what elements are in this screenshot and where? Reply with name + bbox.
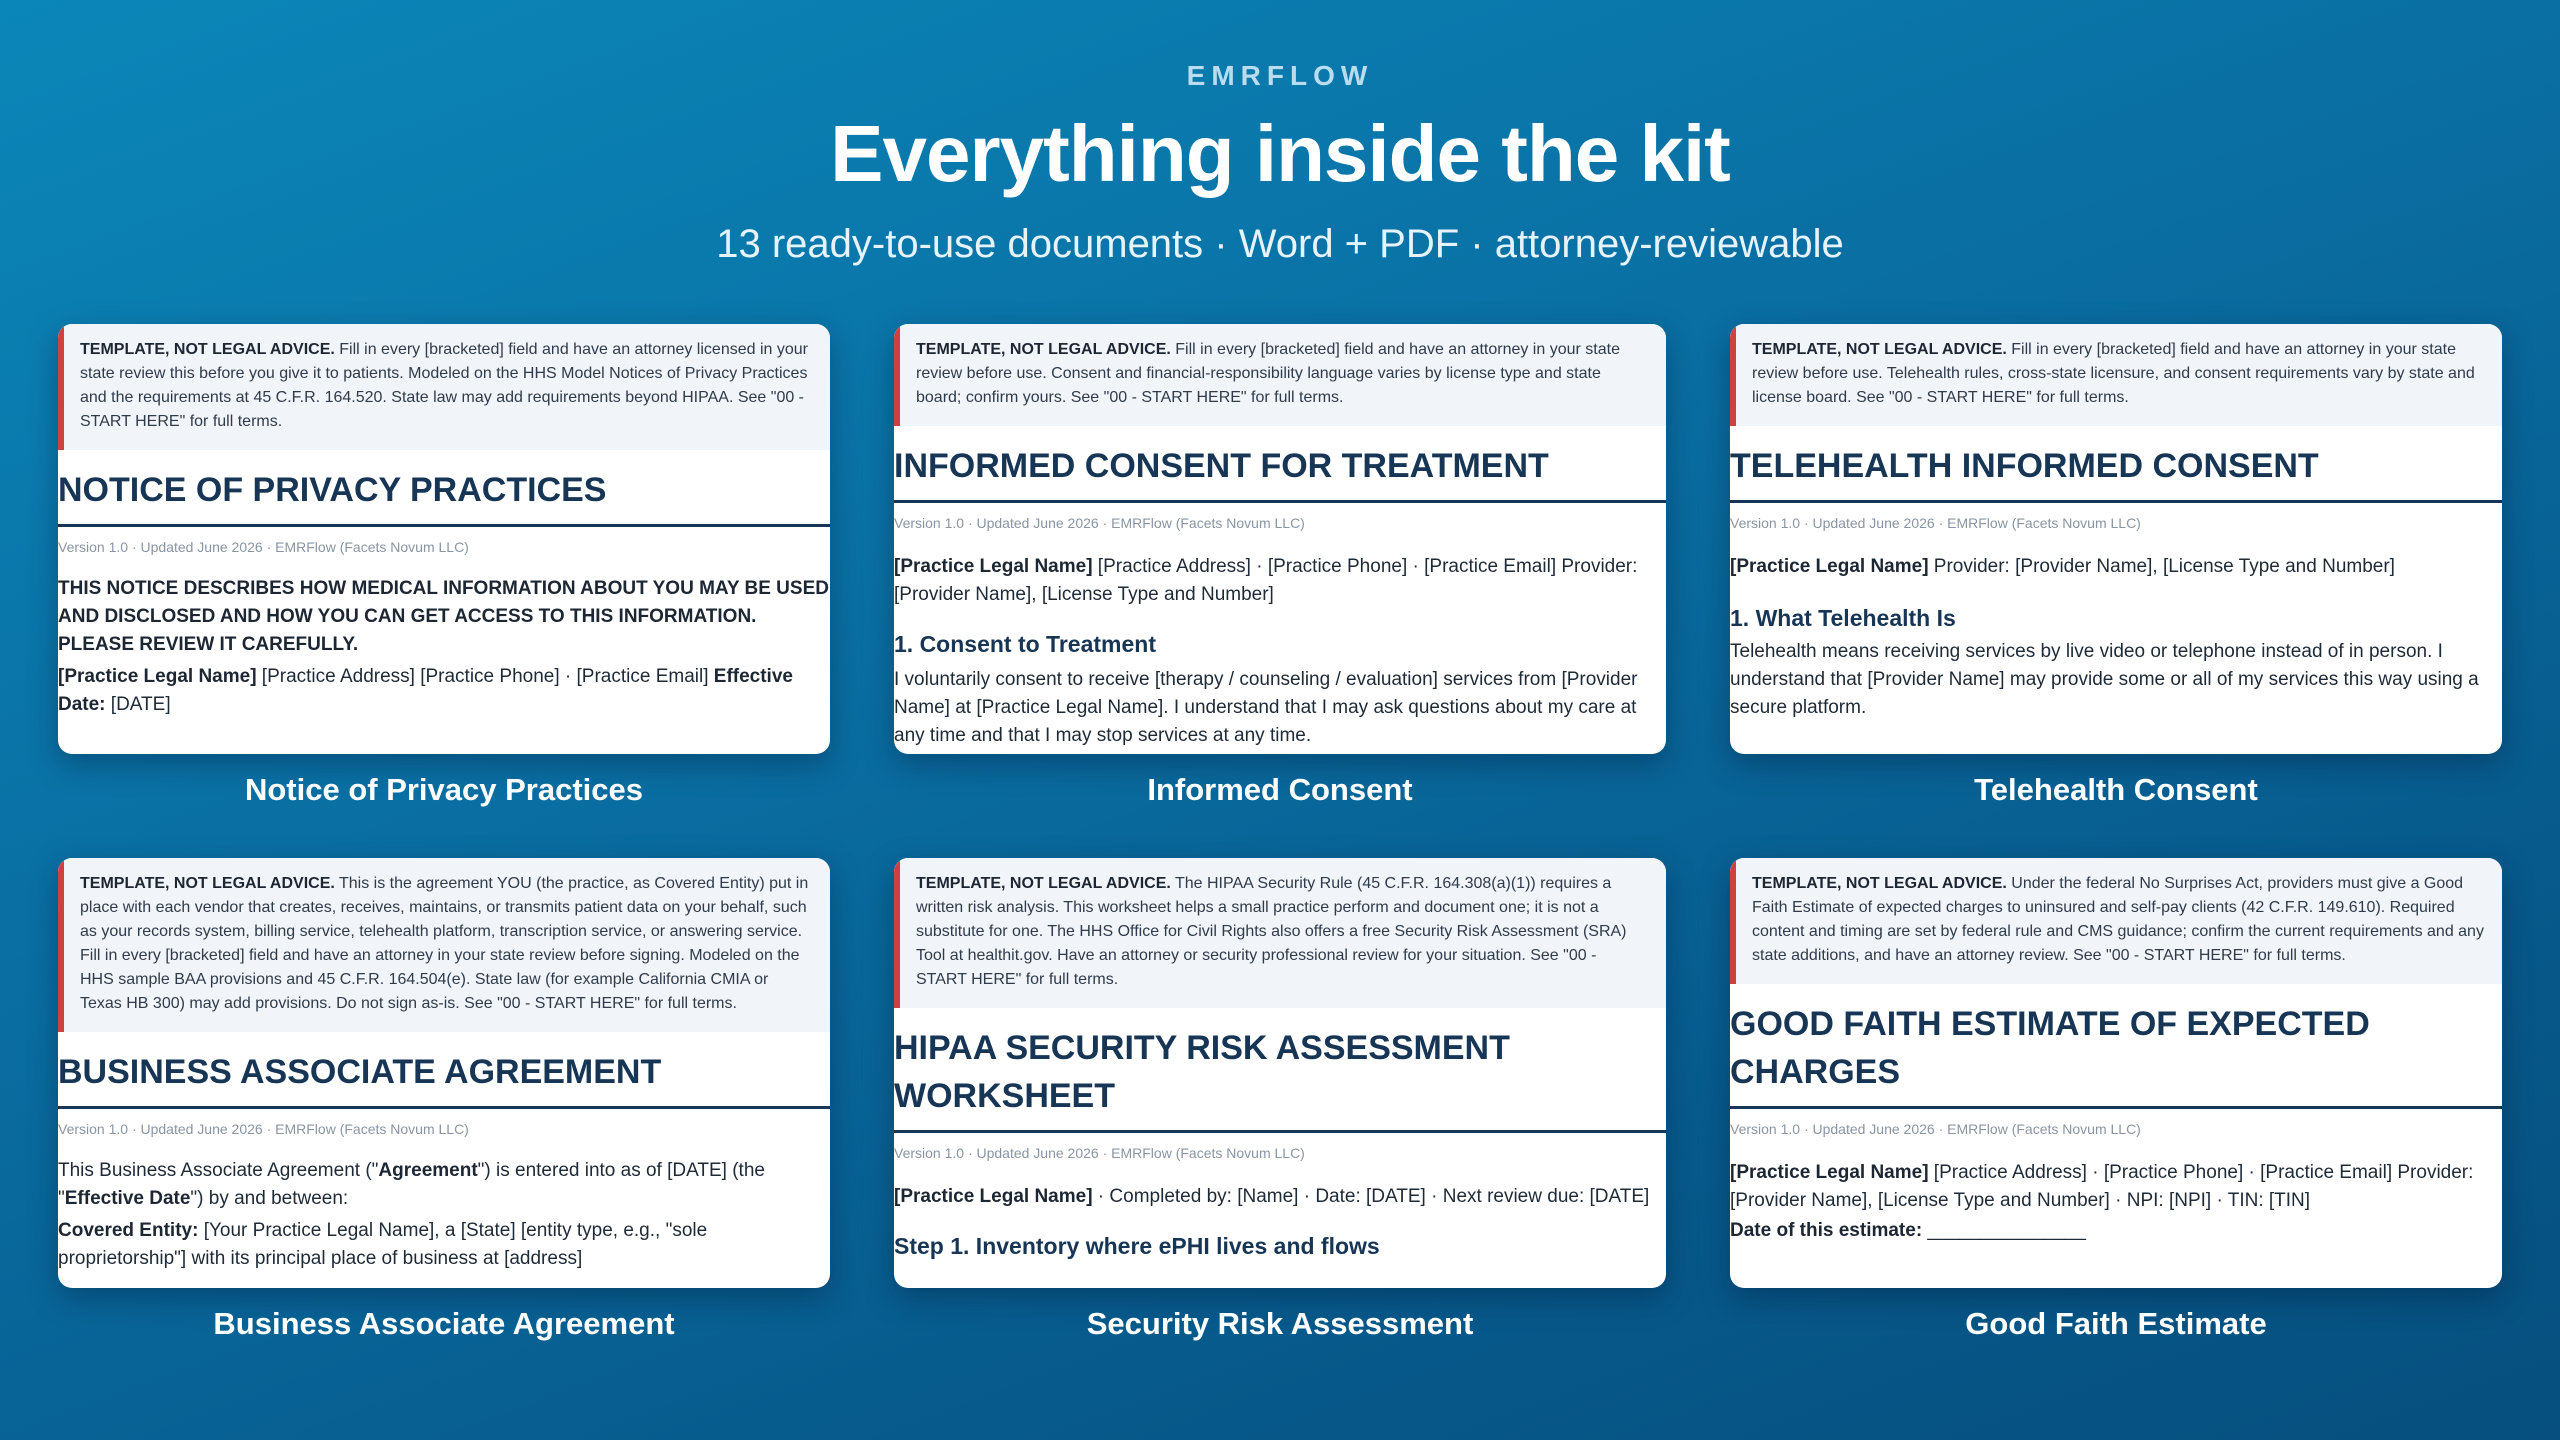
version-line: Version 1.0 · Updated June 2026 · EMRFlow (Facets Novum LLC) [1730,515,2141,531]
card-caption: Good Faith Estimate [1965,1306,2267,1341]
disclaimer-text: Fill in every [bracketed] field and have an attorney in your state review before use. Consent and financial-responsibility language varies by license type and state board; confirm yours. See "00 - START HERE" for full terms. [916,341,1620,406]
practice-details: · Completed by: [Name] · Date: [DATE] · Next review due: [DATE] [1092,1186,1650,1207]
page-title: Everything inside the kit [830,109,1730,198]
intro-text: ") is entered into as of [DATE] (the " [58,1160,765,1209]
disclaimer-lead: TEMPLATE, NOT LEGAL ADVICE. [80,341,335,358]
card-caption: Telehealth Consent [1974,772,2258,807]
document-preview-card[interactable] [894,858,1666,1288]
practice-name: [Practice Legal Name] [894,1186,1093,1207]
version-line: Version 1.0 · Updated June 2026 · EMRFlow (Facets Novum LLC) [1730,1121,2141,1137]
document-preview-card[interactable] [1730,324,2502,754]
intro-text: ") by and between: [190,1188,349,1209]
document-preview-card[interactable] [58,324,830,754]
template-disclaimer [58,858,830,1032]
practice-name: [Practice Legal Name] [58,666,257,687]
version-line: Version 1.0 · Updated June 2026 · EMRFlow (Facets Novum LLC) [894,515,1305,531]
version-line: Version 1.0 · Updated June 2026 · EMRFlow (Facets Novum LLC) [58,539,469,555]
practice-info [1730,1159,2502,1215]
document-title: BUSINESS ASSOCIATE AGREEMENT [58,1048,830,1109]
agreement-intro [58,1157,830,1213]
practice-name: [Practice Legal Name] [894,556,1093,577]
document-title: INFORMED CONSENT FOR TREATMENT [894,442,1666,503]
section-text: I voluntarily consent to receive [therapy / counseling / evaluation] services from [Provider Name] at [Practice Legal Name]. I understand that I may ask questions about my care at any time and that I may stop services at any time. [894,669,1638,746]
effective-date-value: [DATE] [105,694,171,715]
effective-date-label: Effective Date: [58,666,793,715]
document-preview-card[interactable] [894,324,1666,754]
practice-details: [Practice Address] [Practice Phone] · [Practice Email] [256,666,714,687]
document-title: GOOD FAITH ESTIMATE OF EXPECTED CHARGES [1730,1000,2502,1109]
document-title: NOTICE OF PRIVACY PRACTICES [58,466,830,527]
disclaimer-text: Fill in every [bracketed] field and have an attorney in your state review before use. Telehealth rules, cross-state licensure, and consent requirements vary by state and license board. See "00 - START HERE" for full terms. [1752,341,2475,406]
template-disclaimer [1730,858,2502,984]
document-preview-card[interactable] [58,858,830,1288]
defined-term: Effective Date [64,1188,191,1209]
disclaimer-lead: TEMPLATE, NOT LEGAL ADVICE. [1752,875,2007,892]
covered-entity [58,1217,830,1273]
practice-details: [Practice Address] · [Practice Phone] · [Practice Email] Provider: [Provider Name], [License Type and Number] [894,556,1638,605]
template-disclaimer [894,858,1666,1008]
brand-name: EMRFLOW [1186,60,1374,91]
practice-info [894,1183,1666,1211]
section-heading: 1. Consent to Treatment [894,631,1156,657]
card-caption: Informed Consent [1147,772,1413,807]
section-heading: Step 1. Inventory where ePHI lives and flows [894,1233,1380,1259]
defined-term: Agreement [378,1160,478,1181]
disclaimer-lead: TEMPLATE, NOT LEGAL ADVICE. [80,875,335,892]
template-disclaimer [894,324,1666,426]
notice-statement: THIS NOTICE DESCRIBES HOW MEDICAL INFORMATION ABOUT YOU MAY BE USED AND DISCLOSED AND HOW YOU CAN GET ACCESS TO THIS INFORMATION. PLEASE REVIEW IT CAREFULLY. [58,578,829,655]
estimate-date-blank: _______________ [1922,1220,2086,1241]
disclaimer-text: This is the agreement YOU (the practice, as Covered Entity) put in place with each vendor that creates, receives, maintains, or transmits patient data on your behalf, such as your records system, billing service, telehealth platform, transcription service, or answering service. Fill in every [bracketed] field and have an attorney in your state review before signing. Modeled on the HHS sample BAA provisions and 45 C.F.R. 164.504(e). State law (for example California CMIA or Texas HB 300) may add provisions. Do not sign as-is. See "00 - START HERE" for full terms. [80,875,809,1012]
practice-name: [Practice Legal Name] [1730,556,1929,577]
disclaimer-text: Fill in every [bracketed] field and have an attorney licensed in your state review this before you give it to patients. Modeled on the HHS Model Notices of Privacy Practices and the requirements at 45 C.F.R. 164.520. State law may add requirements beyond HIPAA. See "00 - START HERE" for full terms. [80,341,808,430]
practice-info [894,553,1666,609]
card-caption: Notice of Privacy Practices [244,772,644,807]
practice-info [58,663,830,719]
card-caption: Security Risk Assessment [1086,1306,1474,1341]
disclaimer-text: Under the federal No Surprises Act, providers must give a Good Faith Estimate of expected charges to uninsured and self-pay clients (42 C.F.R. 149.610). Required content and timing are set by federal rule and CMS guidance; confirm the current requirements and any state additions, and have an attorney review. See "00 - START HERE" for full terms. [1752,875,2484,964]
disclaimer-lead: TEMPLATE, NOT LEGAL ADVICE. [916,875,1171,892]
page-subtitle: 13 ready-to-use documents · Word + PDF · attorney-reviewable [716,222,1844,266]
version-line: Version 1.0 · Updated June 2026 · EMRFlow (Facets Novum LLC) [894,1145,1305,1161]
practice-details: [Practice Address] · [Practice Phone] · [Practice Email] Provider: [Provider Name], [License Type and Number] · NPI: [NPI] · TIN: [TIN] [1730,1162,2474,1211]
template-disclaimer [58,324,830,450]
practice-details: Provider: [Provider Name], [License Type and Number] [1928,556,2395,577]
intro-text: This Business Associate Agreement (" [58,1160,379,1181]
document-title: TELEHEALTH INFORMED CONSENT [1730,442,2502,503]
practice-name: [Practice Legal Name] [1730,1162,1929,1183]
template-disclaimer [1730,324,2502,426]
estimate-date-label: Date of this estimate: [1730,1220,1923,1241]
document-preview-card[interactable] [1730,858,2502,1288]
disclaimer-text: The HIPAA Security Rule (45 C.F.R. 164.308(a)(1)) requires a written risk analysis. This worksheet helps a small practice perform and document one; it is not a substitute for one. The HHS Office for Civil Rights also offers a free Security Risk Assessment (SRA) Tool at healthit.gov. Have an attorney or security professional review for your situation. See "00 - START HERE" for full terms. [916,875,1627,988]
card-caption: Business Associate Agreement [213,1306,675,1341]
disclaimer-lead: TEMPLATE, NOT LEGAL ADVICE. [1752,341,2007,358]
section-heading: 1. What Telehealth Is [1730,605,1956,631]
covered-entity-label: Covered Entity: [58,1220,199,1241]
document-title: HIPAA SECURITY RISK ASSESSMENT WORKSHEET [894,1024,1666,1133]
estimate-date [1730,1217,2502,1245]
version-line: Version 1.0 · Updated June 2026 · EMRFlow (Facets Novum LLC) [58,1121,469,1137]
disclaimer-lead: TEMPLATE, NOT LEGAL ADVICE. [916,341,1171,358]
section-text: Telehealth means receiving services by live video or telephone instead of in person. I understand that [Provider Name] may provide some or all of my services this way using a secure platform. [1730,641,2479,718]
practice-info [1730,553,2502,581]
covered-entity-text: [Your Practice Legal Name], a [State] [entity type, e.g., "sole proprietorship"] with its principal place of business at [address] [58,1220,708,1269]
